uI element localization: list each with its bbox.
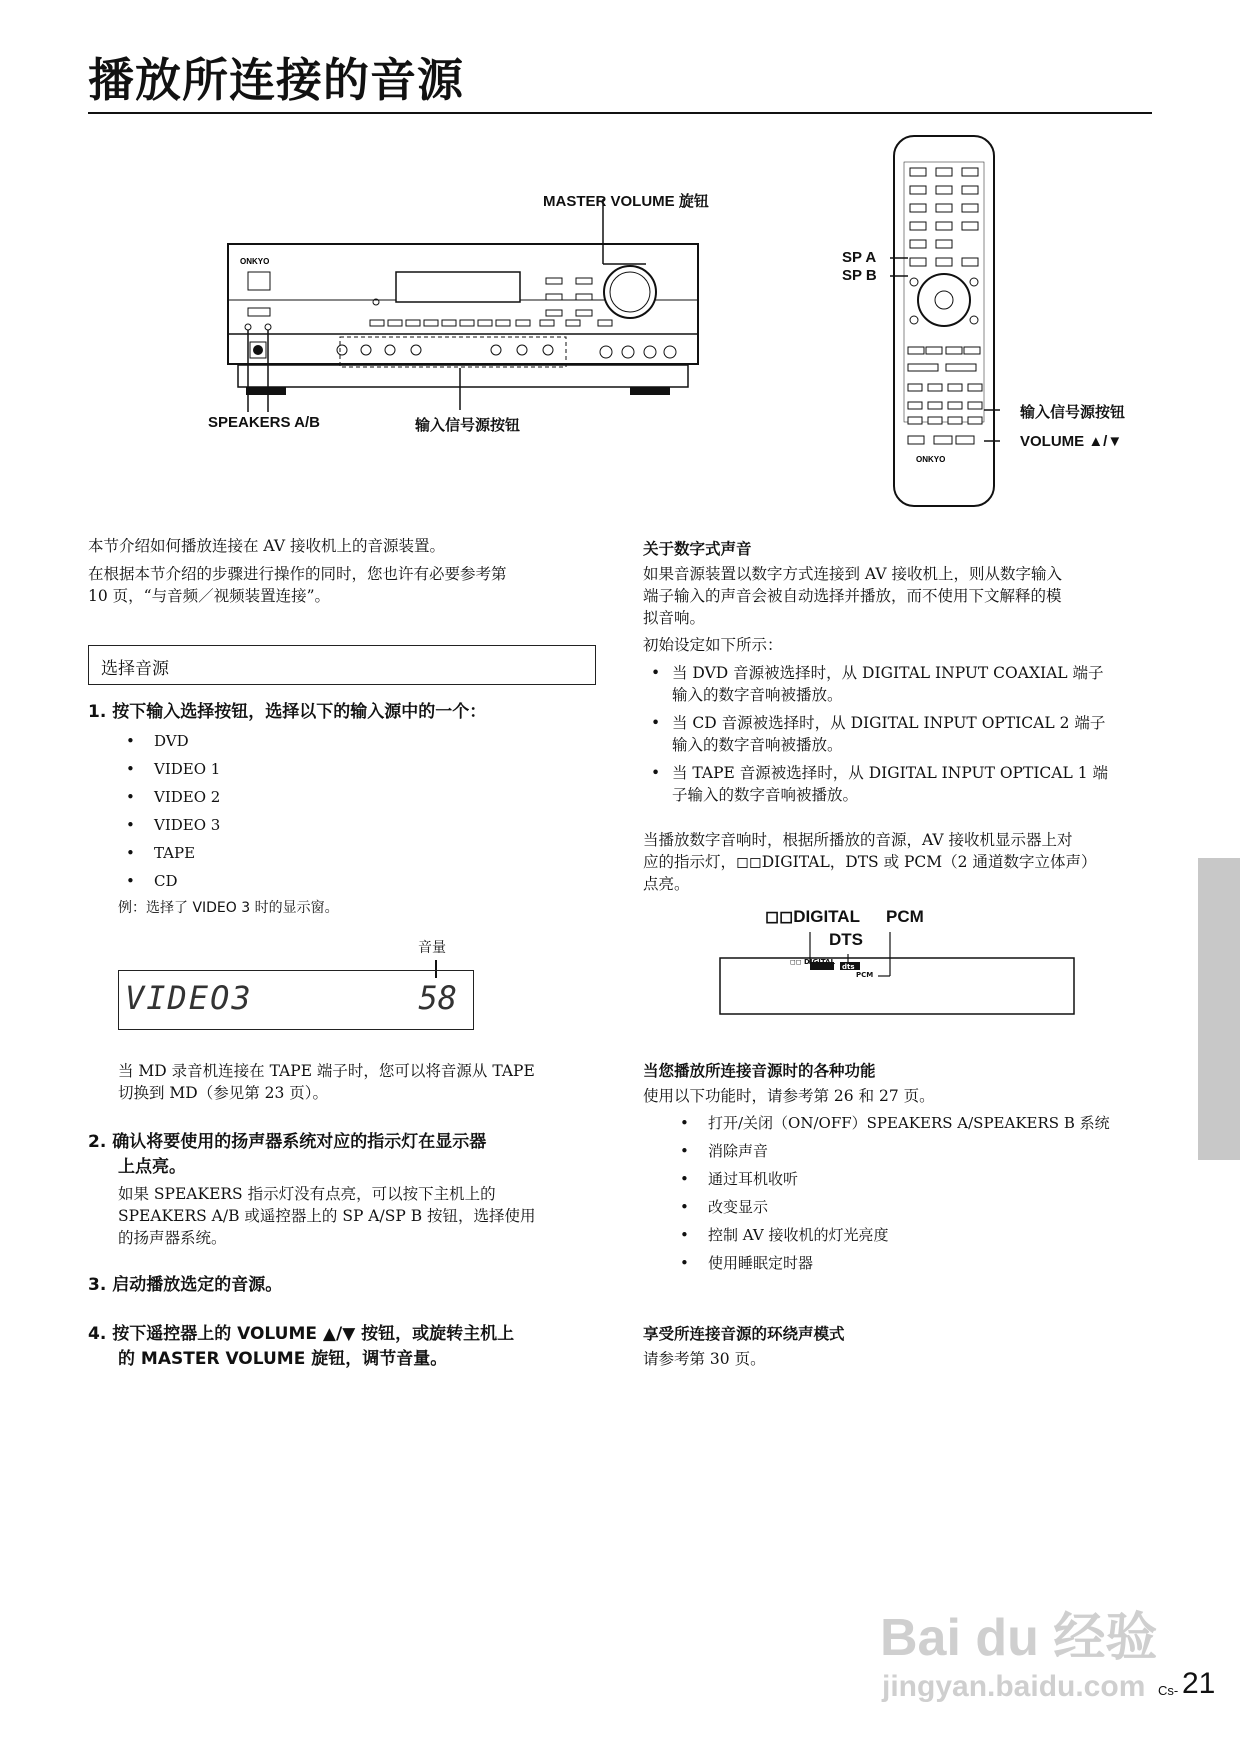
small-digital-indicator: ◻◻ DIGITAL: [790, 958, 835, 966]
display-window: [118, 970, 474, 1030]
title-rule: [88, 112, 1152, 114]
note-line1: 当 MD 录音机连接在 TAPE 端子时，您可以将音源从 TAPE: [118, 1062, 535, 1080]
step2-desc1: 如果 SPEAKERS 指示灯没有点亮，可以按下主机上的: [118, 1185, 496, 1203]
digital-bullet-dot: •: [651, 664, 661, 682]
display-source: VIDEO3: [125, 979, 253, 1017]
list-item: • TAPE: [126, 844, 196, 862]
digital-p3-line3: 点亮。: [643, 875, 690, 893]
digital-b1-line1: 当 DVD 音源被选择时，从 DIGITAL INPUT COAXIAL 端子: [672, 664, 1104, 682]
step1-text: 1. 按下输入选择按钮，选择以下的输入源中的一个：: [88, 702, 487, 722]
list-item: • VIDEO 3: [126, 816, 221, 834]
watermark-url: jingyan.baidu.com: [882, 1670, 1146, 1703]
digital-p1-line3: 拟音响。: [643, 609, 706, 627]
step3-text: 3. 启动播放选定的音源。: [88, 1275, 283, 1295]
list-item: • VIDEO 2: [126, 788, 221, 806]
list-item: • DVD: [126, 732, 189, 750]
digital-b1-line2: 输入的数字音响被播放。: [672, 686, 843, 704]
remote-diagram: [890, 132, 1000, 512]
digital-p1-line2: 端子输入的声音会被自动选择并播放，而不使用下文解释的模: [643, 587, 1062, 605]
list-item: • 消除声音: [680, 1142, 769, 1160]
surround-text: 请参考第 30 页。: [643, 1350, 766, 1368]
indicator-dts-label: DTS: [829, 930, 863, 949]
digital-b2-line1: 当 CD 音源被选择时，从 DIGITAL INPUT OPTICAL 2 端子: [672, 714, 1106, 732]
indicator-digital-label: ◻◻DIGITAL: [765, 907, 860, 926]
digital-b2-line2: 输入的数字音响被播放。: [672, 736, 843, 754]
volume-label: VOLUME ▲/▼: [1020, 433, 1123, 450]
source-list: [126, 727, 220, 895]
list-item: • 通过耳机收听: [680, 1170, 799, 1188]
page-number: 21: [1182, 1667, 1216, 1700]
step2-desc3: 的扬声器系统。: [118, 1229, 227, 1247]
digital-b3-line1: 当 TAPE 音源被选择时，从 DIGITAL INPUT OPTICAL 1 端: [672, 764, 1108, 782]
digital-p2: 初始设定如下所示：: [643, 636, 783, 654]
small-pcm-indicator: PCM: [856, 971, 874, 979]
functions-intro: 使用以下功能时，请参考第 26 和 27 页。: [643, 1087, 935, 1105]
digital-bullet-dot: •: [651, 764, 661, 782]
list-item: • VIDEO 1: [126, 760, 221, 778]
page-prefix: Cs-: [1158, 1683, 1179, 1698]
page-title: 播放所连接的音源: [88, 53, 464, 107]
receiver-diagram: [210, 180, 770, 440]
note-line2: 切换到 MD（参见第 23 页）。: [118, 1084, 329, 1102]
intro-p2-line1: 在根据本节介绍的步骤进行操作的同时，您也许有必要参考第: [88, 565, 507, 583]
side-tab: [1198, 858, 1240, 1160]
step2-desc2: SPEAKERS A/B 或遥控器上的 SP A/SP B 按钮，选择使用: [118, 1207, 536, 1225]
volume-caption: 音量: [418, 940, 446, 956]
step4-line1: 4. 按下遥控器上的 VOLUME ▲/▼ 按钮，或旋转主机上: [88, 1324, 515, 1344]
list-item: • 打开/关闭（ON/OFF）SPEAKERS A/SPEAKERS B 系统: [680, 1114, 1110, 1132]
indicator-display: [718, 928, 1078, 1018]
input-select-label-remote: 输入信号源按钮: [1020, 404, 1126, 421]
surround-heading: 享受所连接音源的环绕声模式: [643, 1325, 845, 1343]
list-item: • CD: [126, 872, 178, 890]
display-volume: 58: [418, 979, 457, 1017]
indicator-pcm-label: PCM: [886, 907, 924, 926]
brand-logo: ONKYO: [240, 257, 270, 266]
sp-a-label: SP A: [842, 249, 877, 266]
watermark-logo: Bai du 经验: [880, 1609, 1158, 1667]
list-item: • 改变显示: [680, 1198, 769, 1216]
list-item: • 使用睡眠定时器: [680, 1254, 814, 1272]
remote-brand-logo: ONKYO: [916, 455, 946, 464]
section-box: [88, 645, 596, 685]
intro-p1: 本节介绍如何播放连接在 AV 接收机上的音源装置。: [88, 537, 445, 555]
step2-line1: 2. 确认将要使用的扬声器系统对应的指示灯在显示器: [88, 1132, 487, 1152]
master-volume-label: MASTER VOLUME 旋钮: [543, 193, 709, 210]
list-item: • 控制 AV 接收机的灯光亮度: [680, 1226, 889, 1244]
small-dts-indicator: dts: [842, 963, 855, 971]
step2-line2: 上点亮。: [118, 1157, 186, 1177]
functions-heading: 当您播放所连接音源时的各种功能: [643, 1062, 876, 1080]
intro-p2-line2: 10 页，“与音频／视频装置连接”。: [88, 587, 330, 605]
functions-list: [680, 1109, 1110, 1277]
digital-bullet-dot: •: [651, 714, 661, 732]
section-title: 选择音源: [101, 659, 169, 679]
input-select-label-main: 输入信号源按钮: [415, 417, 521, 434]
digital-heading: 关于数字式声音: [643, 540, 752, 558]
speakers-ab-label: SPEAKERS A/B: [208, 414, 320, 431]
digital-p1-line1: 如果音源装置以数字方式连接到 AV 接收机上，则从数字输入: [643, 565, 1062, 583]
example-caption: 例：选择了 VIDEO 3 时的显示窗。: [118, 900, 339, 916]
digital-b3-line2: 子输入的数字音响被播放。: [672, 786, 859, 804]
sp-b-label: SP B: [842, 267, 877, 284]
digital-p3-line1: 当播放数字音响时，根据所播放的音源，AV 接收机显示器上对: [643, 831, 1073, 849]
step4-line2: 的 MASTER VOLUME 旋钮，调节音量。: [118, 1349, 448, 1369]
digital-p3-line2: 应的指示灯，◻◻DIGITAL，DTS 或 PCM（2 通道数字立体声）: [643, 853, 1097, 871]
